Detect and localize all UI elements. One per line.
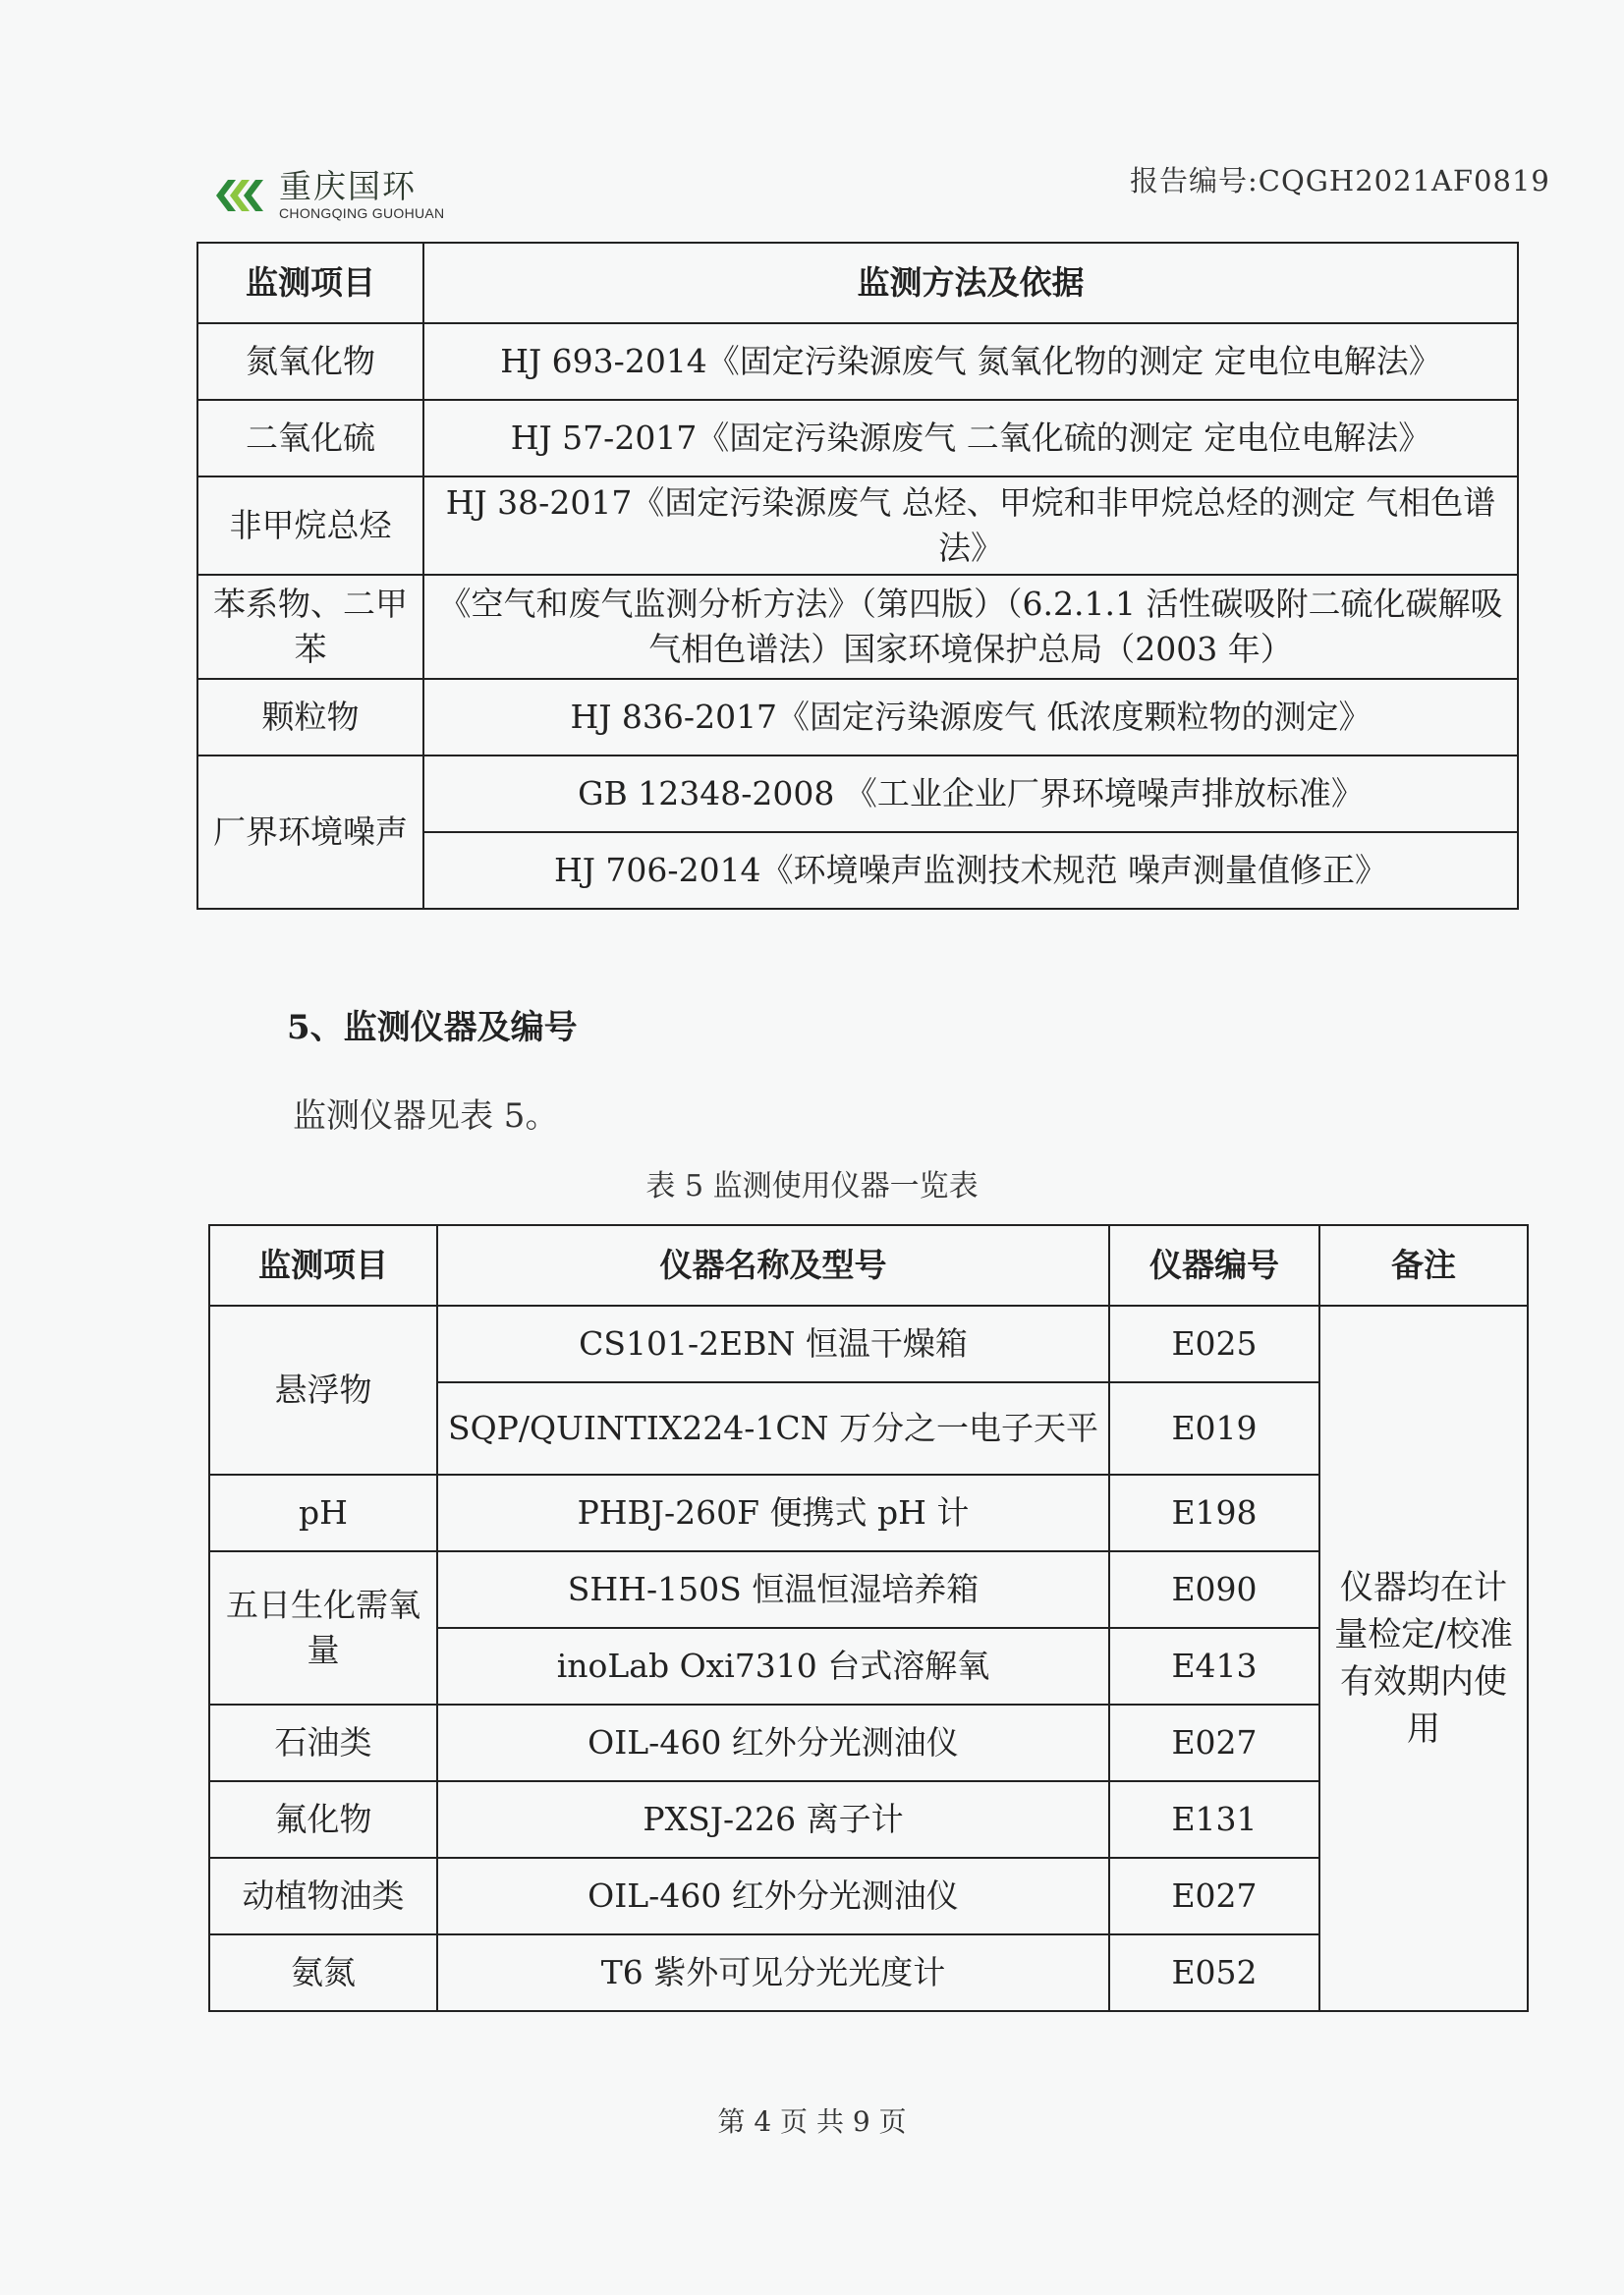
- instrument-cell: OIL-460 红外分光测油仪: [437, 1858, 1109, 1934]
- table-row: [197, 756, 1518, 832]
- table-row: [197, 323, 1518, 400]
- method-cell: HJ 693-2014《固定污染源废气 氮氧化物的测定 定电位电解法》: [423, 323, 1518, 400]
- header-cell: 仪器名称及型号: [437, 1225, 1109, 1306]
- instrument-cell: inoLab Oxi7310 台式溶解氧: [437, 1628, 1109, 1705]
- item-cell: 动植物油类: [209, 1858, 437, 1934]
- item-cell: 颗粒物: [197, 679, 423, 756]
- header-cell: 监测方法及依据: [423, 243, 1518, 323]
- code-cell: E052: [1109, 1934, 1319, 2011]
- logo-chinese-name: 重庆国环: [279, 167, 417, 205]
- table-header-row: [209, 1225, 1528, 1306]
- instrument-cell: PHBJ-260F 便携式 pH 计: [437, 1475, 1109, 1551]
- code-cell: E025: [1109, 1306, 1319, 1382]
- item-cell: pH: [209, 1475, 437, 1551]
- item-cell: 二氧化硫: [197, 400, 423, 476]
- code-cell: E027: [1109, 1705, 1319, 1781]
- code-cell: E019: [1109, 1382, 1319, 1475]
- table-row: [197, 476, 1518, 575]
- instrument-cell: CS101-2EBN 恒温干燥箱: [437, 1306, 1109, 1382]
- table-row: [209, 1306, 1528, 1382]
- item-cell: 氮氧化物: [197, 323, 423, 400]
- code-cell: E198: [1109, 1475, 1319, 1551]
- section-paragraph: 监测仪器见表 5。: [293, 1096, 559, 1136]
- methods-table: [196, 242, 1519, 910]
- logo-mark-icon: [212, 168, 267, 223]
- method-cell: HJ 836-2017《固定污染源废气 低浓度颗粒物的测定》: [423, 679, 1518, 756]
- table-header-row: [197, 243, 1518, 323]
- instrument-cell: OIL-460 红外分光测油仪: [437, 1705, 1109, 1781]
- code-cell: E027: [1109, 1858, 1319, 1934]
- table-row: [197, 400, 1518, 476]
- instruments-table: [208, 1224, 1529, 2012]
- section-title: 5、监测仪器及编号: [287, 1008, 578, 1047]
- code-cell: E413: [1109, 1628, 1319, 1705]
- method-cell: 《空气和废气监测分析方法》（第四版）（6.2.1.1 活性碳吸附二硫化碳解吸气相色谱法）国家环境保护总局（2003 年）: [423, 575, 1518, 679]
- item-cell: 氨氮: [209, 1934, 437, 2011]
- table-row: [197, 575, 1518, 679]
- table-row: [197, 679, 1518, 756]
- header-cell: 监测项目: [197, 243, 423, 323]
- table-caption: 表 5 监测使用仪器一览表: [645, 1169, 979, 1203]
- item-cell: 苯系物、二甲苯: [197, 575, 423, 679]
- remarks-cell: 仪器均在计量检定/校准有效期内使用: [1319, 1306, 1528, 2011]
- instrument-cell: SHH-150S 恒温恒湿培养箱: [437, 1551, 1109, 1628]
- logo-english-name: CHONGQING GUOHUAN: [279, 205, 445, 221]
- method-cell: HJ 38-2017《固定污染源废气 总烃、甲烷和非甲烷总烃的测定 气相色谱法》: [423, 476, 1518, 575]
- instrument-cell: PXSJ-226 离子计: [437, 1781, 1109, 1858]
- code-cell: E090: [1109, 1551, 1319, 1628]
- item-cell: 五日生化需氧量: [209, 1551, 437, 1705]
- item-cell: 悬浮物: [209, 1306, 437, 1475]
- code-cell: E131: [1109, 1781, 1319, 1858]
- page-footer: 第 4 页 共 9 页: [717, 2105, 907, 2138]
- instrument-cell: SQP/QUINTIX224-1CN 万分之一电子天平: [437, 1382, 1109, 1475]
- instrument-cell: T6 紫外可见分光光度计: [437, 1934, 1109, 2011]
- header-cell: 备注: [1319, 1225, 1528, 1306]
- header-cell: 仪器编号: [1109, 1225, 1319, 1306]
- report-number: 报告编号:CQGH2021AF0819: [1130, 164, 1550, 197]
- method-cell: HJ 57-2017《固定污染源废气 二氧化硫的测定 定电位电解法》: [423, 400, 1518, 476]
- method-cell: HJ 706-2014《环境噪声监测技术规范 噪声测量值修正》: [423, 832, 1518, 909]
- item-cell: 石油类: [209, 1705, 437, 1781]
- item-cell: 非甲烷总烃: [197, 476, 423, 575]
- header-cell: 监测项目: [209, 1225, 437, 1306]
- item-cell: 氟化物: [209, 1781, 437, 1858]
- company-logo: [212, 165, 444, 226]
- item-cell: 厂界环境噪声: [197, 756, 423, 909]
- method-cell: GB 12348-2008 《工业企业厂界环境噪声排放标准》: [423, 756, 1518, 832]
